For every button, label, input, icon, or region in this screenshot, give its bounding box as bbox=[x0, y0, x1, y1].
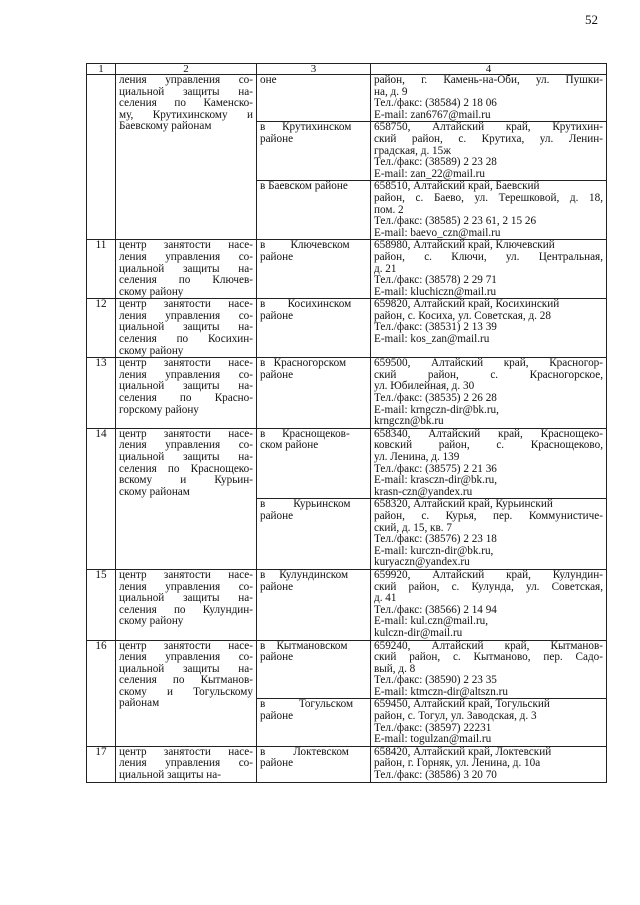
address-line: 659920, Алтайский край, Кулундин- bbox=[374, 569, 603, 581]
address-line: 658320, Алтайский край, Курьинский bbox=[374, 498, 553, 511]
center-name-line: селения по Краснощеко- bbox=[119, 462, 253, 475]
district-cell bbox=[257, 499, 371, 570]
district-cell bbox=[257, 299, 371, 358]
district-cell bbox=[257, 75, 371, 122]
address-line: ский, д. 15, кв. 7 bbox=[374, 521, 452, 534]
email-text: krngczn@bk.ru bbox=[374, 415, 444, 428]
address-line: д. 41 bbox=[374, 592, 397, 605]
district-line: районе bbox=[260, 580, 294, 593]
district-line: в Локтевском bbox=[260, 746, 349, 758]
email-text: E-mail: ktmczn-dir@altszn.ru bbox=[374, 685, 508, 698]
center-name-line: центр занятости насе- bbox=[119, 357, 253, 370]
phone-text: Тел./факс: (38597) 22231 bbox=[374, 721, 492, 734]
address-line: район, г. Горняк, ул. Ленина, д. 10а bbox=[374, 757, 541, 770]
district-line: районе bbox=[260, 509, 294, 522]
center-name bbox=[116, 240, 257, 299]
address-line: на, д. 9 bbox=[374, 85, 408, 98]
address-contact-cell bbox=[371, 358, 607, 429]
district-line: в Ключевском bbox=[260, 239, 350, 252]
email-text: E-mail: krngczn-dir@bk.ru, bbox=[374, 403, 499, 416]
center-name-line: районам bbox=[119, 697, 160, 710]
email-text: E-mail: kul.czn@mail.ru, bbox=[374, 615, 489, 628]
district-line: в Тогульском bbox=[260, 698, 354, 711]
district-line: ском районе bbox=[260, 439, 319, 452]
address-line: ский район, с. Крутиха, ул. Ленин- bbox=[374, 132, 603, 145]
district-line: районе bbox=[260, 757, 294, 770]
phone-text: Тел./факс: (38576) 2 23 18 bbox=[374, 533, 497, 546]
center-name bbox=[116, 358, 257, 429]
email-text: E-mail: krasczn-dir@bk.ru, bbox=[374, 474, 498, 487]
email-text: E-mail: kluchiczn@mail.ru bbox=[374, 285, 497, 298]
center-name-line: центр занятости насе- bbox=[119, 640, 253, 652]
address-line: ул. Юбилейная, д. 30 bbox=[374, 380, 475, 393]
center-name bbox=[116, 75, 257, 240]
row-number: 16 bbox=[87, 640, 116, 746]
address-contact-cell bbox=[371, 569, 607, 640]
center-name-line: скому и Тогульскому bbox=[119, 685, 253, 698]
district-line: оне bbox=[260, 74, 277, 86]
email-text: kuryaczn@yandex.ru bbox=[374, 556, 470, 569]
phone-text: Тел./факс: (38586) 3 20 70 bbox=[374, 769, 497, 782]
address-contact-cell bbox=[371, 240, 607, 299]
district-line: районе bbox=[260, 710, 294, 723]
center-name-line: селения по Кулундин- bbox=[119, 603, 253, 616]
address-line: 658750, Алтайский край, Крутихин- bbox=[374, 121, 603, 134]
email-text: E-mail: kurczn-dir@bk.ru, bbox=[374, 544, 494, 557]
district-cell bbox=[257, 181, 371, 240]
center-name-line: ления управления со- bbox=[119, 439, 253, 452]
table-body bbox=[87, 75, 607, 783]
center-name-line: скому району bbox=[119, 344, 184, 357]
district-line: районе bbox=[260, 309, 294, 322]
center-name-line: селения по Красно- bbox=[119, 392, 253, 405]
table-row bbox=[87, 240, 607, 299]
address-line: район, с. Ключи, ул. Центральная, bbox=[374, 250, 603, 263]
center-name-line: циальной защиты на- bbox=[119, 592, 253, 605]
center-name-line: скому району bbox=[119, 615, 184, 628]
table-row bbox=[87, 299, 607, 358]
district-cell bbox=[257, 699, 371, 746]
center-name-line: ления управления со- bbox=[119, 580, 253, 593]
table-row bbox=[87, 428, 607, 499]
address-line: пом. 2 bbox=[374, 203, 404, 216]
address-contact-cell bbox=[371, 746, 607, 782]
email-text: krasn-czn@yandex.ru bbox=[374, 485, 473, 498]
district-cell bbox=[257, 122, 371, 181]
address-line: 658510, Алтайский край, Баевский bbox=[374, 180, 540, 193]
phone-text: Тел./факс: (38589) 2 23 28 bbox=[374, 156, 497, 169]
center-name-line: циальной защиты на- bbox=[119, 321, 253, 334]
center-name bbox=[116, 746, 257, 782]
center-name-line: циальной защиты на- bbox=[119, 451, 253, 463]
table-row bbox=[87, 358, 607, 429]
district-line: в Баевском районе bbox=[260, 180, 348, 193]
address-contact-cell bbox=[371, 299, 607, 358]
center-name-line: центр занятости насе- bbox=[119, 569, 253, 581]
address-line: 659820, Алтайский край, Косихинский bbox=[374, 298, 560, 311]
column-header: 1 bbox=[87, 64, 116, 75]
phone-text: Тел./факс: (38585) 2 23 61, 2 15 26 bbox=[374, 215, 537, 228]
center-name-line: циальной защиты на- bbox=[119, 662, 253, 675]
district-line: районе bbox=[260, 132, 294, 145]
address-line: 658980, Алтайский край, Ключевский bbox=[374, 239, 555, 252]
center-name-line: селения по Каменско- bbox=[119, 97, 253, 110]
center-name bbox=[116, 299, 257, 358]
service-centers-table bbox=[86, 63, 607, 783]
address-line: 659240, Алтайский край, Кытманов- bbox=[374, 640, 603, 652]
district-line: в Крутихинском bbox=[260, 121, 352, 134]
address-contact-cell bbox=[371, 640, 607, 699]
center-name-line: му, Крутихинскому и bbox=[119, 108, 253, 121]
center-name-line: скому районам bbox=[119, 485, 190, 498]
address-line: ковский район, с. Краснощеково, bbox=[374, 439, 603, 452]
center-name-line: селения по Кытманов- bbox=[119, 674, 253, 687]
address-contact-cell bbox=[371, 428, 607, 499]
phone-text: Тел./факс: (38535) 2 26 28 bbox=[374, 392, 497, 405]
center-name-line: циальной защиты на- bbox=[119, 262, 253, 275]
district-line: в Косихинском bbox=[260, 298, 352, 311]
table-row bbox=[87, 569, 607, 640]
row-number bbox=[87, 75, 116, 240]
center-name-line: центр занятости насе- bbox=[119, 746, 253, 758]
center-name-line: ления управления со- bbox=[119, 309, 253, 322]
row-number: 14 bbox=[87, 428, 116, 569]
address-line: 658420, Алтайский край, Локтевский bbox=[374, 746, 552, 758]
district-line: районе bbox=[260, 368, 294, 381]
center-name-line: горскому району bbox=[119, 403, 199, 416]
email-text: kulczn-dir@mail.ru bbox=[374, 626, 463, 639]
address-line: ский район, с. Кулунда, ул. Советская, bbox=[374, 580, 603, 593]
center-name-line: вскому и Курьин- bbox=[119, 474, 253, 487]
page-number: 52 bbox=[585, 12, 598, 27]
column-header: 4 bbox=[371, 64, 607, 75]
district-line: районе bbox=[260, 250, 294, 263]
center-name-line: скому району bbox=[119, 285, 184, 298]
center-name-line: циальной защиты на- bbox=[119, 85, 253, 98]
center-name-line: центр занятости насе- bbox=[119, 428, 253, 440]
address-contact-cell bbox=[371, 499, 607, 570]
district-cell bbox=[257, 746, 371, 782]
row-number: 13 bbox=[87, 358, 116, 429]
center-name bbox=[116, 428, 257, 569]
address-line: ул. Ленина, д. 139 bbox=[374, 451, 460, 463]
table-header-row bbox=[87, 64, 607, 75]
center-name-line: Баевскому районам bbox=[119, 120, 212, 133]
phone-text: Тел./факс: (38531) 2 13 39 bbox=[374, 321, 497, 334]
phone-text: Тел./факс: (38575) 2 21 36 bbox=[374, 462, 497, 475]
district-cell bbox=[257, 428, 371, 499]
district-line: в Курьинском bbox=[260, 498, 351, 511]
address-line: район, с. Баево, ул. Терешковой, д. 18, bbox=[374, 191, 603, 204]
address-line: район, с. Тогул, ул. Заводская, д. 3 bbox=[374, 710, 537, 723]
address-contact-cell bbox=[371, 75, 607, 122]
address-line: район, с. Косиха, ул. Советская, д. 28 bbox=[374, 309, 551, 322]
phone-text: Тел./факс: (38578) 2 29 71 bbox=[374, 274, 497, 287]
center-name-line: циальной защиты на- bbox=[119, 380, 253, 393]
phone-text: Тел./факс: (38590) 2 23 35 bbox=[374, 674, 497, 687]
center-name-line: центр занятости насе- bbox=[119, 239, 253, 252]
table-row bbox=[87, 640, 607, 699]
district-cell bbox=[257, 358, 371, 429]
row-number: 15 bbox=[87, 569, 116, 640]
district-line: районе bbox=[260, 651, 294, 664]
address-line: 659500, Алтайский край, Красногор- bbox=[374, 357, 603, 370]
address-line: 658340, Алтайский край, Краснощеко- bbox=[374, 428, 603, 440]
email-text: E-mail: zan6767@mail.ru bbox=[374, 108, 491, 121]
center-name bbox=[116, 569, 257, 640]
address-line: ский район, с. Кытманово, пер. Садо- bbox=[374, 651, 603, 664]
center-name-line: центр занятости насе- bbox=[119, 298, 253, 311]
column-header: 2 bbox=[116, 64, 257, 75]
district-line: в Краснощеков- bbox=[260, 428, 350, 440]
district-line: в Кулундинском bbox=[260, 569, 349, 581]
district-line: в Кытмановском bbox=[260, 640, 348, 652]
table-row bbox=[87, 75, 607, 122]
address-line: район, с. Курья, пер. Коммунистиче- bbox=[374, 509, 603, 522]
row-number: 12 bbox=[87, 299, 116, 358]
address-contact-cell bbox=[371, 181, 607, 240]
address-contact-cell bbox=[371, 699, 607, 746]
email-text: E-mail: baevo_czn@mail.ru bbox=[374, 226, 501, 239]
row-number: 17 bbox=[87, 746, 116, 782]
district-cell bbox=[257, 240, 371, 299]
center-name bbox=[116, 640, 257, 746]
address-line: градская, д. 15ж bbox=[374, 144, 451, 157]
address-line: вый, д. 8 bbox=[374, 662, 416, 675]
district-cell bbox=[257, 640, 371, 699]
email-text: E-mail: zan_22@mail.ru bbox=[374, 167, 485, 180]
address-line: 659450, Алтайский край, Тогульский bbox=[374, 698, 550, 711]
phone-text: Тел./факс: (38566) 2 14 94 bbox=[374, 603, 497, 616]
center-name-line: селения по Ключев- bbox=[119, 274, 253, 287]
address-line: район, г. Камень-на-Оби, ул. Пушки- bbox=[374, 74, 603, 86]
table-row bbox=[87, 746, 607, 782]
center-name-line: селения по Косихин- bbox=[119, 333, 253, 346]
column-header: 3 bbox=[257, 64, 371, 75]
center-name-line: циальной защиты на- bbox=[119, 769, 221, 782]
address-line: ский район, с. Красногорское, bbox=[374, 368, 603, 381]
row-number: 11 bbox=[87, 240, 116, 299]
center-name-line: ления управления со- bbox=[119, 651, 253, 664]
center-name-line: ления управления со- bbox=[119, 250, 253, 263]
email-text: E-mail: kos_zan@mail.ru bbox=[374, 333, 490, 346]
center-name-line: ления управления со- bbox=[119, 368, 253, 381]
phone-text: Тел./факс: (38584) 2 18 06 bbox=[374, 97, 497, 110]
email-text: E-mail: togulzan@mail.ru bbox=[374, 733, 492, 746]
center-name-line: ления управления со- bbox=[119, 757, 253, 770]
district-cell bbox=[257, 569, 371, 640]
address-line: д. 21 bbox=[374, 262, 397, 275]
district-line: в Красногорском bbox=[260, 357, 347, 370]
address-contact-cell bbox=[371, 122, 607, 181]
center-name-line: ления управления со- bbox=[119, 74, 253, 86]
